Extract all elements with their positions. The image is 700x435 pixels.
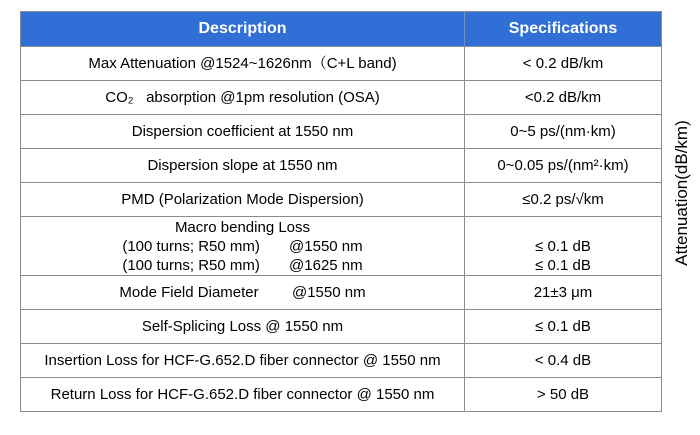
row-spec: ≤ 0.1 dB	[465, 310, 662, 344]
row-spec: < 0.4 dB	[465, 344, 662, 378]
macro-bending-title: Macro bending Loss	[174, 218, 311, 236]
row-spec: <0.2 dB/km	[465, 81, 662, 115]
row-spec	[465, 217, 662, 276]
header-specifications: Specifications	[465, 12, 662, 47]
macro-bending-spec: ≤ 0.1 dB	[535, 256, 591, 274]
row-spec: < 0.2 dB/km	[465, 47, 662, 81]
table-row	[21, 183, 662, 217]
row-description: Dispersion coefficient at 1550 nm	[21, 115, 465, 149]
table-row	[21, 47, 662, 81]
table-row	[21, 276, 662, 310]
row-description: CO₂ absorption @1pm resolution (OSA)	[21, 81, 465, 115]
table-row	[21, 344, 662, 378]
table-row	[21, 115, 662, 149]
row-spec: 21±3 μm	[465, 276, 662, 310]
row-spec: 0~0.05 ps/(nm²·km)	[465, 149, 662, 183]
table-row-macro-bending	[21, 217, 662, 276]
macro-bending-condition: (100 turns; R50 mm) @1550 nm	[122, 237, 363, 255]
attenuation-axis-label: Attenuation(dB/km)	[672, 120, 691, 266]
macro-bending-condition: (100 turns; R50 mm) @1625 nm	[122, 256, 363, 274]
row-description: Dispersion slope at 1550 nm	[21, 149, 465, 183]
row-description: Mode Field Diameter @1550 nm	[21, 276, 465, 310]
table-row	[21, 149, 662, 183]
row-description: Self-Splicing Loss @ 1550 nm	[21, 310, 465, 344]
row-description: Insertion Loss for HCF-G.652.D fiber connector @ 1550 nm	[21, 344, 465, 378]
specifications-table	[20, 11, 662, 412]
row-spec: ≤0.2 ps/√km	[465, 183, 662, 217]
row-spec: 0~5 ps/(nm·km)	[465, 115, 662, 149]
row-description: PMD (Polarization Mode Dispersion)	[21, 183, 465, 217]
table-header-row	[21, 12, 662, 47]
header-description: Description	[21, 12, 465, 47]
row-description: Return Loss for HCF-G.652.D fiber connector @ 1550 nm	[21, 378, 465, 412]
table-row	[21, 378, 662, 412]
row-description: Max Attenuation @1524~1626nm（C+L band)	[21, 47, 465, 81]
table-row	[21, 310, 662, 344]
row-spec: > 50 dB	[465, 378, 662, 412]
macro-bending-spec: ≤ 0.1 dB	[535, 237, 591, 255]
table-row	[21, 81, 662, 115]
macro-bending-block	[122, 218, 362, 275]
row-description	[21, 217, 465, 276]
